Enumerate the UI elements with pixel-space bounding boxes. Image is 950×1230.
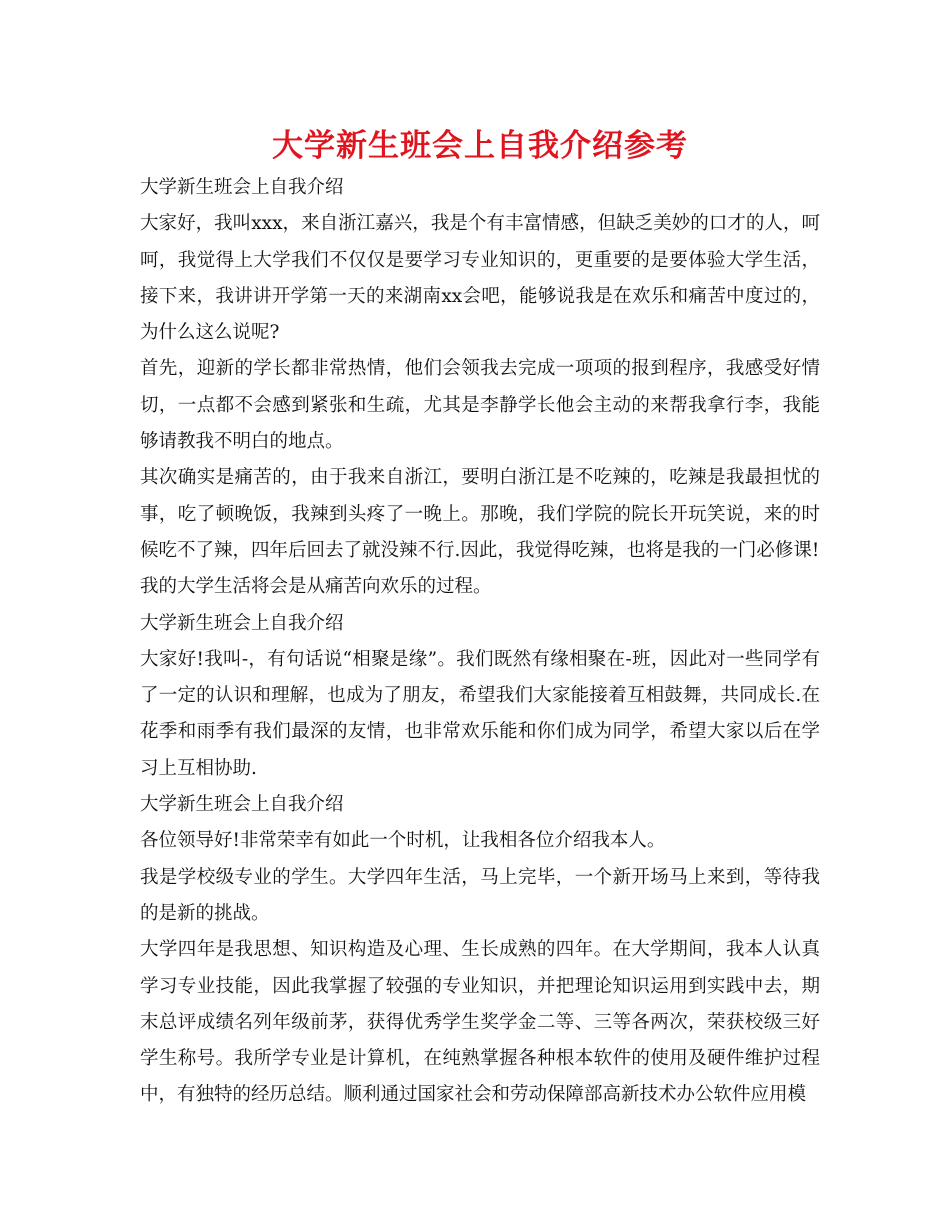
body-paragraph: 大学四年是我思想、知识构造及心理、生长成熟的四年。在大学期间，我本人认真学习专业技能，因此我掌握了较强的专业知识，并把理论知识运用到实践中去，期末总评成绩名列年级前茅，获得优秀学生奖学金二等、三等各两次，荣获校级三好学生称号。我所学专业是计算机，在纯熟掌握各种根本软件的使用及硬件维护过程中，有独特的经历总结。顺利通过国家社会和劳动保障部高新技术办公软件应用模 <box>140 939 820 1106</box>
document-body <box>140 170 820 1114</box>
body-paragraph: 其次确实是痛苦的，由于我来自浙江，要明白浙江是不吃辣的，吃辣是我最担忧的事，吃了顿晚饭，我辣到头疼了一晚上。那晚，我们学院的院长开玩笑说，来的时候吃不了辣，四年后回去了就没辣不行.因此，我觉得吃辣，也将是我的一门必修课! <box>140 467 820 561</box>
section-heading: 大学新生班会上自我介绍 <box>140 177 344 198</box>
body-paragraph: 首先，迎新的学长都非常热情，他们会领我去完成一项项的报到程序，我感受好情切，一点都不会感到紧张和生疏，尤其是李静学长他会主动的来帮我拿行李，我能够请教我不明白的地点。 <box>140 358 820 453</box>
document-title: 大学新生班会上自我介绍参考 <box>272 128 688 164</box>
section-heading: 大学新生班会上自我介绍 <box>140 794 344 816</box>
body-paragraph: 各位领导好!非常荣幸有如此一个时机，让我相各位介绍我本人。 <box>140 830 666 852</box>
body-paragraph: 大家好，我叫xxx，来自浙江嘉兴，我是个有丰富情感，但缺乏美妙的口才的人，呵呵，我觉得上大学我们不仅仅是要学习专业知识的，更重要的是要体验大学生活，接下来，我讲讲开学第一天的来湖南xx会吧，能够说我是在欢乐和痛苦中度过的，为什么这么说呢? <box>140 213 820 344</box>
section-heading: 大学新生班会上自我介绍 <box>140 612 344 634</box>
body-paragraph: 大家好!我叫-，有句话说“相聚是缘”。我们既然有缘相聚在-班，因此对一些同学有了一定的认识和理解，也成为了朋友，希望我们大家能接着互相鼓舞，共同成长.在花季和雨季有我们最深的友情，也非常欢乐能和你们成为同学，希望大家以后在学习上互相协助. <box>140 648 820 779</box>
body-paragraph: 我的大学生活将会是从痛苦向欢乐的过程。 <box>140 576 492 598</box>
body-paragraph: 我是学校级专业的学生。大学四年生活，马上完毕，一个新开场马上来到，等待我的是新的挑战。 <box>140 866 820 924</box>
